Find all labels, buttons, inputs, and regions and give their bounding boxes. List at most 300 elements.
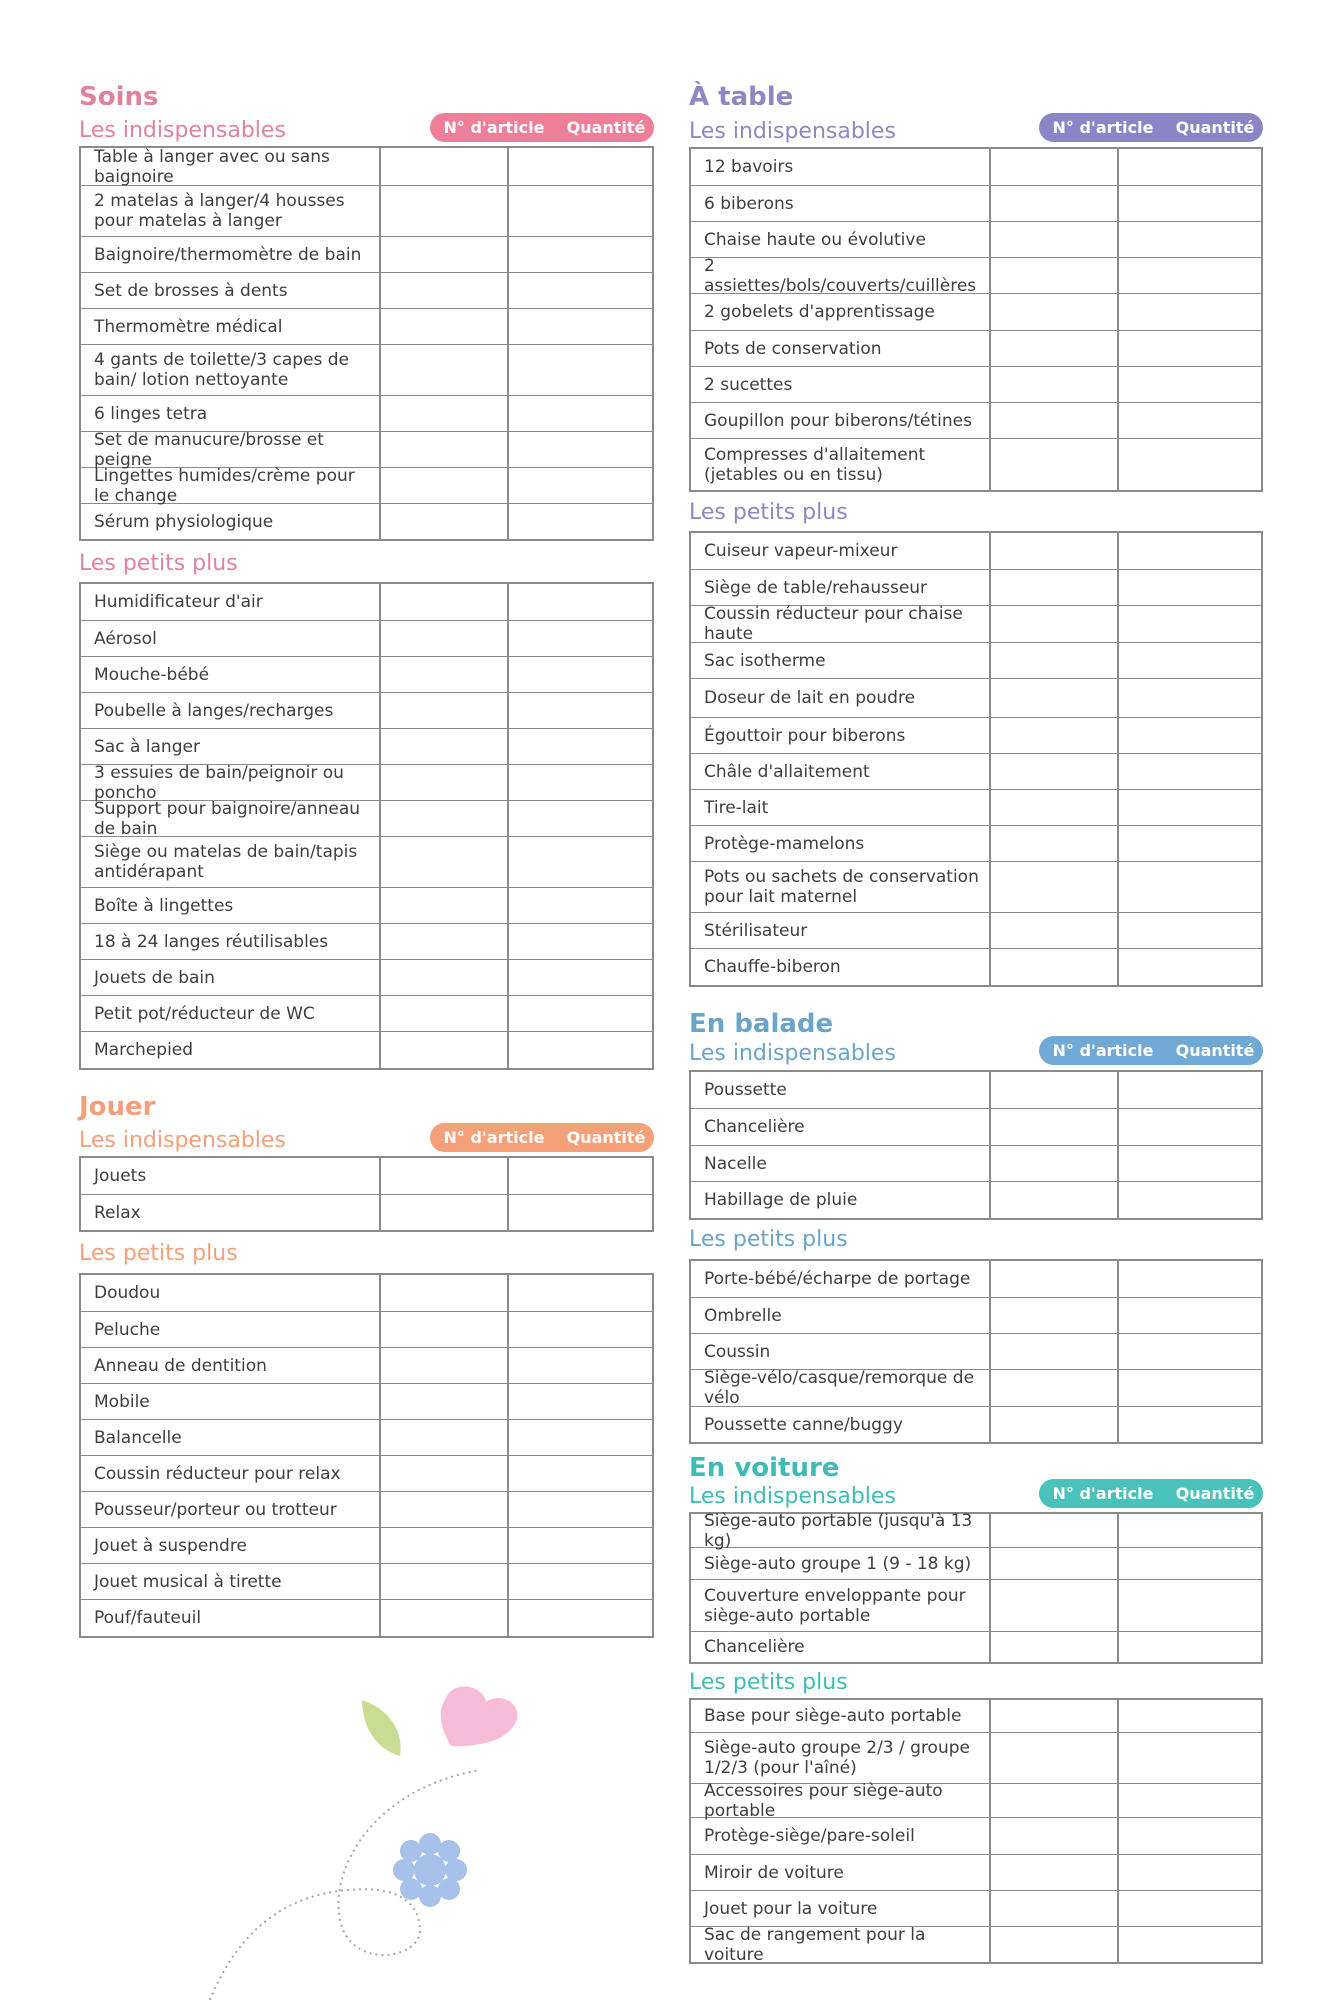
table-row [81, 728, 652, 764]
item-label: Tire-lait [691, 790, 991, 825]
quantity-cell[interactable] [509, 273, 652, 308]
quantity-cell[interactable] [509, 309, 652, 344]
item-label: Doseur de lait en poudre [691, 679, 991, 717]
article-number-cell[interactable] [991, 294, 1119, 330]
article-number-cell[interactable] [991, 331, 1119, 366]
quantity-cell[interactable] [509, 924, 652, 959]
quantity-cell[interactable] [1119, 1182, 1261, 1218]
article-number-cell[interactable] [381, 1275, 509, 1311]
table-row [691, 255, 1261, 296]
item-label: Égouttoir pour biberons [691, 718, 991, 753]
article-number-cell[interactable] [991, 862, 1119, 912]
table-row [691, 1890, 1261, 1926]
table-row [691, 1631, 1261, 1662]
leaf-icon [362, 1700, 401, 1756]
soins-essentials-label: Les indispensables [79, 118, 286, 143]
item-label: Pots de conservation [691, 331, 991, 366]
table-row [81, 995, 652, 1031]
item-label: 2 sucettes [691, 367, 991, 402]
table-row [81, 762, 652, 803]
article-number-cell[interactable] [381, 729, 509, 764]
jouer-extras-label: Les petits plus [79, 1241, 238, 1266]
table-row [691, 912, 1261, 948]
quantity-cell[interactable] [1119, 258, 1261, 293]
item-label: Lingettes humides/crème pour le change [81, 468, 381, 503]
article-number-cell[interactable] [381, 237, 509, 272]
article-number-header: N° d'article [1052, 1484, 1154, 1503]
article-number-cell[interactable] [991, 1298, 1119, 1333]
quantity-cell[interactable] [509, 1158, 652, 1194]
article-number-cell[interactable] [381, 1420, 509, 1455]
item-label: Châle d'allaitement [691, 754, 991, 789]
table-row [691, 717, 1261, 753]
item-label: Coussin réducteur pour relax [81, 1456, 381, 1491]
table-row [81, 798, 652, 839]
table-row [691, 1732, 1261, 1783]
article-number-cell[interactable] [991, 149, 1119, 185]
article-number-cell[interactable] [991, 1891, 1119, 1926]
table-row [691, 1547, 1261, 1579]
item-label: Siège de table/rehausseur [691, 570, 991, 605]
a-table-extras-table [689, 531, 1263, 987]
quantity-cell[interactable] [1119, 1784, 1261, 1817]
jouer-essentials-label: Les indispensables [79, 1128, 286, 1153]
table-row [691, 1145, 1261, 1181]
quantity-cell[interactable] [509, 801, 652, 836]
article-number-cell[interactable] [381, 1600, 509, 1636]
section-title-en-voiture: En voiture [689, 1453, 840, 1483]
table-row [81, 1563, 652, 1599]
article-number-cell[interactable] [381, 1158, 509, 1194]
a-table-extras-label: Les petits plus [689, 500, 848, 525]
item-label: 6 biberons [691, 186, 991, 221]
section-title-a-table: À table [689, 82, 794, 112]
table-row [691, 366, 1261, 402]
item-label: Stérilisateur [691, 913, 991, 948]
item-label: Siège-auto groupe 1 (9 - 18 kg) [691, 1548, 991, 1579]
quantity-cell[interactable] [1119, 1548, 1261, 1579]
table-row [691, 1181, 1261, 1218]
article-number-cell[interactable] [991, 1146, 1119, 1181]
quantity-cell[interactable] [1119, 826, 1261, 861]
table-row [691, 533, 1261, 569]
table-row [691, 1700, 1261, 1732]
table-row [81, 923, 652, 959]
table-row [81, 959, 652, 995]
article-number-cell[interactable] [381, 657, 509, 692]
quantity-cell[interactable] [1119, 294, 1261, 330]
article-number-cell[interactable] [381, 148, 509, 185]
table-row [691, 185, 1261, 221]
quantity-cell[interactable] [1119, 222, 1261, 257]
article-number-cell[interactable] [381, 888, 509, 923]
floral-decoration [190, 1680, 640, 2000]
quantity-cell[interactable] [509, 148, 652, 185]
quantity-cell[interactable] [509, 1384, 652, 1419]
en-voiture-extras-table [689, 1698, 1263, 1964]
item-label: Boîte à lingettes [81, 888, 381, 923]
article-number-cell[interactable] [381, 765, 509, 800]
item-label: 12 bavoirs [691, 149, 991, 185]
article-number-header: N° d'article [1052, 118, 1154, 137]
article-number-cell[interactable] [991, 1334, 1119, 1369]
table-row [691, 642, 1261, 678]
a-table-column-header [1039, 113, 1263, 142]
soins-column-header [430, 113, 654, 142]
article-number-cell[interactable] [991, 1580, 1119, 1631]
quantity-cell[interactable] [1119, 403, 1261, 438]
item-label: Miroir de voiture [691, 1855, 991, 1890]
quantity-cell[interactable] [1119, 1261, 1261, 1297]
article-number-cell[interactable] [991, 1182, 1119, 1218]
quantity-cell[interactable] [509, 837, 652, 887]
quantity-cell[interactable] [1119, 1700, 1261, 1732]
table-row [691, 753, 1261, 789]
item-label: Mobile [81, 1384, 381, 1419]
quantity-cell[interactable] [509, 621, 652, 656]
quantity-cell[interactable] [1119, 606, 1261, 642]
article-number-cell[interactable] [381, 1195, 509, 1230]
en-balade-extras-label: Les petits plus [689, 1227, 848, 1252]
table-row [81, 395, 652, 431]
quantity-cell[interactable] [1119, 1370, 1261, 1406]
table-row [81, 1031, 652, 1068]
quantity-cell[interactable] [1119, 718, 1261, 753]
quantity-cell[interactable] [1119, 754, 1261, 789]
quantity-cell[interactable] [1119, 1733, 1261, 1783]
soins-essentials-table [79, 146, 654, 541]
article-number-cell[interactable] [991, 367, 1119, 402]
table-row [81, 465, 652, 506]
table-row [81, 656, 652, 692]
table-row [81, 836, 652, 887]
item-label: Coussin réducteur pour chaise haute [691, 606, 991, 642]
quantity-cell[interactable] [1119, 439, 1261, 490]
table-row [691, 438, 1261, 490]
quantity-cell[interactable] [509, 1420, 652, 1455]
item-label: Set de manucure/brosse et peigne [81, 432, 381, 467]
quantity-cell[interactable] [1119, 186, 1261, 221]
item-label: Ombrelle [691, 1298, 991, 1333]
quantity-cell[interactable] [509, 584, 652, 620]
quantity-cell[interactable] [509, 960, 652, 995]
item-label: Accessoires pour siège-auto portable [691, 1784, 991, 1817]
article-number-cell[interactable] [381, 1528, 509, 1563]
table-row [81, 1194, 652, 1230]
quantity-cell[interactable] [509, 1600, 652, 1636]
article-number-cell[interactable] [991, 1700, 1119, 1732]
item-label: Siège-auto portable (jusqu'à 13 kg) [691, 1514, 991, 1547]
article-number-cell[interactable] [991, 222, 1119, 257]
soins-extras-label: Les petits plus [79, 551, 238, 576]
quantity-cell[interactable] [1119, 913, 1261, 948]
article-number-cell[interactable] [381, 396, 509, 431]
article-number-cell[interactable] [991, 826, 1119, 861]
quantity-cell[interactable] [1119, 1580, 1261, 1631]
article-number-cell[interactable] [381, 584, 509, 620]
article-number-cell[interactable] [991, 1855, 1119, 1890]
quantity-cell[interactable] [1119, 949, 1261, 985]
quantity-cell[interactable] [509, 765, 652, 800]
item-label: Jouet pour la voiture [691, 1891, 991, 1926]
article-number-cell[interactable] [381, 1492, 509, 1527]
item-label: Chancelière [691, 1632, 991, 1662]
jouer-extras-table [79, 1273, 654, 1638]
item-label: 3 essuies de bain/peignoir ou poncho [81, 765, 381, 800]
quantity-cell[interactable] [509, 237, 652, 272]
article-number-cell[interactable] [381, 996, 509, 1031]
item-label: Poussette [691, 1072, 991, 1108]
article-number-cell[interactable] [991, 679, 1119, 717]
item-label: Poubelle à langes/recharges [81, 693, 381, 728]
table-row [691, 948, 1261, 985]
quantity-cell[interactable] [1119, 570, 1261, 605]
item-label: Porte-bébé/écharpe de portage [691, 1261, 991, 1297]
article-number-header: N° d'article [443, 1128, 545, 1147]
quantity-header: Quantité [566, 118, 646, 137]
article-number-header: N° d'article [443, 118, 545, 137]
article-number-cell[interactable] [991, 1514, 1119, 1547]
item-label: 6 linges tetra [81, 396, 381, 431]
article-number-cell[interactable] [381, 345, 509, 395]
item-label: Couverture enveloppante pour siège-auto portable [691, 1580, 991, 1631]
quantity-cell[interactable] [509, 1492, 652, 1527]
article-number-cell[interactable] [381, 504, 509, 539]
table-row [81, 1275, 652, 1311]
quantity-cell[interactable] [1119, 1146, 1261, 1181]
table-row [691, 1369, 1261, 1406]
article-number-cell[interactable] [381, 273, 509, 308]
table-row [691, 293, 1261, 330]
quantity-cell[interactable] [509, 396, 652, 431]
article-number-cell[interactable] [381, 1348, 509, 1383]
table-row [81, 584, 652, 620]
quantity-cell[interactable] [509, 996, 652, 1031]
article-number-cell[interactable] [991, 1407, 1119, 1442]
quantity-cell[interactable] [509, 504, 652, 539]
quantity-cell[interactable] [509, 729, 652, 764]
table-row [691, 221, 1261, 257]
quantity-cell[interactable] [509, 432, 652, 467]
table-row [691, 825, 1261, 861]
table-row [691, 1261, 1261, 1297]
quantity-header: Quantité [1175, 1041, 1255, 1060]
quantity-cell[interactable] [509, 1528, 652, 1563]
en-balade-column-header [1039, 1036, 1263, 1065]
article-number-cell[interactable] [991, 913, 1119, 948]
article-number-cell[interactable] [381, 468, 509, 503]
article-number-cell[interactable] [991, 718, 1119, 753]
article-number-cell[interactable] [991, 1733, 1119, 1783]
item-label: Pots ou sachets de conservation pour lait maternel [691, 862, 991, 912]
article-number-cell[interactable] [381, 1456, 509, 1491]
article-number-cell[interactable] [381, 960, 509, 995]
table-row [691, 402, 1261, 438]
article-number-cell[interactable] [381, 924, 509, 959]
article-number-cell[interactable] [991, 570, 1119, 605]
table-row [81, 272, 652, 308]
quantity-cell[interactable] [1119, 1407, 1261, 1442]
table-row [691, 330, 1261, 366]
quantity-cell[interactable] [1119, 1927, 1261, 1962]
article-number-cell[interactable] [381, 1312, 509, 1347]
item-label: Jouets [81, 1158, 381, 1194]
table-row [691, 605, 1261, 642]
quantity-cell[interactable] [509, 1275, 652, 1311]
jouer-column-header [430, 1123, 654, 1152]
quantity-cell[interactable] [1119, 790, 1261, 825]
table-row [81, 1347, 652, 1383]
item-label: 2 assiettes/bols/couverts/cuillères [691, 258, 991, 293]
item-label: Sac à langer [81, 729, 381, 764]
en-voiture-essentials-table [689, 1512, 1263, 1664]
quantity-cell[interactable] [1119, 367, 1261, 402]
quantity-cell[interactable] [509, 1456, 652, 1491]
quantity-cell[interactable] [1119, 1891, 1261, 1926]
quantity-cell[interactable] [1119, 1818, 1261, 1854]
en-balade-essentials-table [689, 1070, 1263, 1220]
quantity-cell[interactable] [1119, 679, 1261, 717]
article-number-cell[interactable] [991, 606, 1119, 642]
quantity-cell[interactable] [509, 657, 652, 692]
table-row [691, 1924, 1261, 1965]
item-label: Aérosol [81, 621, 381, 656]
quantity-cell[interactable] [509, 1032, 652, 1068]
a-table-essentials-label: Les indispensables [689, 119, 896, 144]
article-number-cell[interactable] [991, 186, 1119, 221]
article-number-cell[interactable] [991, 439, 1119, 490]
table-row [691, 789, 1261, 825]
table-row [691, 861, 1261, 912]
quantity-cell[interactable] [1119, 1298, 1261, 1333]
article-number-cell[interactable] [381, 837, 509, 887]
quantity-cell[interactable] [509, 888, 652, 923]
article-number-cell[interactable] [381, 1032, 509, 1068]
section-title-jouer: Jouer [79, 1092, 156, 1122]
item-label: Protège-mamelons [691, 826, 991, 861]
quantity-cell[interactable] [1119, 149, 1261, 185]
article-number-cell[interactable] [991, 1927, 1119, 1962]
article-number-cell[interactable] [381, 693, 509, 728]
table-row [691, 1510, 1261, 1551]
a-table-essentials-table [689, 147, 1263, 492]
quantity-cell[interactable] [1119, 1855, 1261, 1890]
item-label: Compresses d'allaitement (jetables ou en tissu) [691, 439, 991, 490]
item-label: Chauffe-biberon [691, 949, 991, 985]
quantity-cell[interactable] [1119, 1514, 1261, 1547]
item-label: Siège-vélo/casque/remorque de vélo [691, 1370, 991, 1406]
article-number-cell[interactable] [991, 1109, 1119, 1145]
article-number-cell[interactable] [991, 1632, 1119, 1662]
en-balade-extras-table [689, 1259, 1263, 1444]
quantity-cell[interactable] [1119, 331, 1261, 366]
heart-icon [441, 1687, 518, 1747]
item-label: Sérum physiologique [81, 504, 381, 539]
table-row [691, 569, 1261, 605]
table-row [81, 620, 652, 656]
quantity-cell[interactable] [509, 468, 652, 503]
quantity-cell[interactable] [509, 1312, 652, 1347]
article-number-cell[interactable] [991, 949, 1119, 985]
quantity-cell[interactable] [509, 1564, 652, 1599]
table-row [691, 1072, 1261, 1108]
en-voiture-column-header [1039, 1479, 1263, 1508]
item-label: 2 matelas à langer/4 housses pour matelas à langer [81, 186, 381, 236]
table-row [691, 1817, 1261, 1854]
quantity-cell[interactable] [1119, 533, 1261, 569]
table-row [691, 678, 1261, 717]
article-number-cell[interactable] [991, 1261, 1119, 1297]
article-number-cell[interactable] [991, 1818, 1119, 1854]
table-row [81, 308, 652, 344]
table-row [81, 1491, 652, 1527]
article-number-cell[interactable] [991, 790, 1119, 825]
item-label: Protège-siège/pare-soleil [691, 1818, 991, 1854]
quantity-cell[interactable] [509, 186, 652, 236]
article-number-cell[interactable] [381, 1564, 509, 1599]
article-number-cell[interactable] [381, 801, 509, 836]
article-number-header: N° d'article [1052, 1041, 1154, 1060]
item-label: Thermomètre médical [81, 309, 381, 344]
table-row [81, 692, 652, 728]
item-label: Coussin [691, 1334, 991, 1369]
item-label: Jouet musical à tirette [81, 1564, 381, 1599]
item-label: 4 gants de toilette/3 capes de bain/ lotion nettoyante [81, 345, 381, 395]
article-number-cell[interactable] [381, 186, 509, 236]
table-row [81, 185, 652, 236]
item-label: Doudou [81, 1275, 381, 1311]
table-row [691, 1780, 1261, 1821]
quantity-cell[interactable] [509, 1348, 652, 1383]
quantity-cell[interactable] [1119, 862, 1261, 912]
quantity-cell[interactable] [509, 693, 652, 728]
table-row [81, 1419, 652, 1455]
quantity-cell[interactable] [1119, 1334, 1261, 1369]
article-number-cell[interactable] [381, 621, 509, 656]
item-label: Table à langer avec ou sans baignoire [81, 148, 381, 185]
table-row [691, 1108, 1261, 1145]
quantity-cell[interactable] [1119, 1109, 1261, 1145]
article-number-cell[interactable] [991, 1784, 1119, 1817]
article-number-cell[interactable] [381, 1384, 509, 1419]
item-label: Peluche [81, 1312, 381, 1347]
article-number-cell[interactable] [991, 643, 1119, 678]
table-row [691, 1333, 1261, 1369]
article-number-cell[interactable] [991, 258, 1119, 293]
quantity-header: Quantité [1175, 118, 1255, 137]
quantity-cell[interactable] [1119, 643, 1261, 678]
item-label: Chaise haute ou évolutive [691, 222, 991, 257]
quantity-cell[interactable] [509, 1195, 652, 1230]
article-number-cell[interactable] [991, 403, 1119, 438]
quantity-cell[interactable] [1119, 1072, 1261, 1108]
article-number-cell[interactable] [381, 432, 509, 467]
quantity-cell[interactable] [1119, 1632, 1261, 1662]
item-label: Cuiseur vapeur-mixeur [691, 533, 991, 569]
article-number-cell[interactable] [991, 1548, 1119, 1579]
item-label: Mouche-bébé [81, 657, 381, 692]
article-number-cell[interactable] [991, 533, 1119, 569]
table-row [691, 149, 1261, 185]
quantity-cell[interactable] [509, 345, 652, 395]
article-number-cell[interactable] [991, 1370, 1119, 1406]
table-row [81, 1527, 652, 1563]
article-number-cell[interactable] [991, 754, 1119, 789]
table-row [691, 1579, 1261, 1631]
article-number-cell[interactable] [991, 1072, 1119, 1108]
item-label: Sac isotherme [691, 643, 991, 678]
article-number-cell[interactable] [381, 309, 509, 344]
